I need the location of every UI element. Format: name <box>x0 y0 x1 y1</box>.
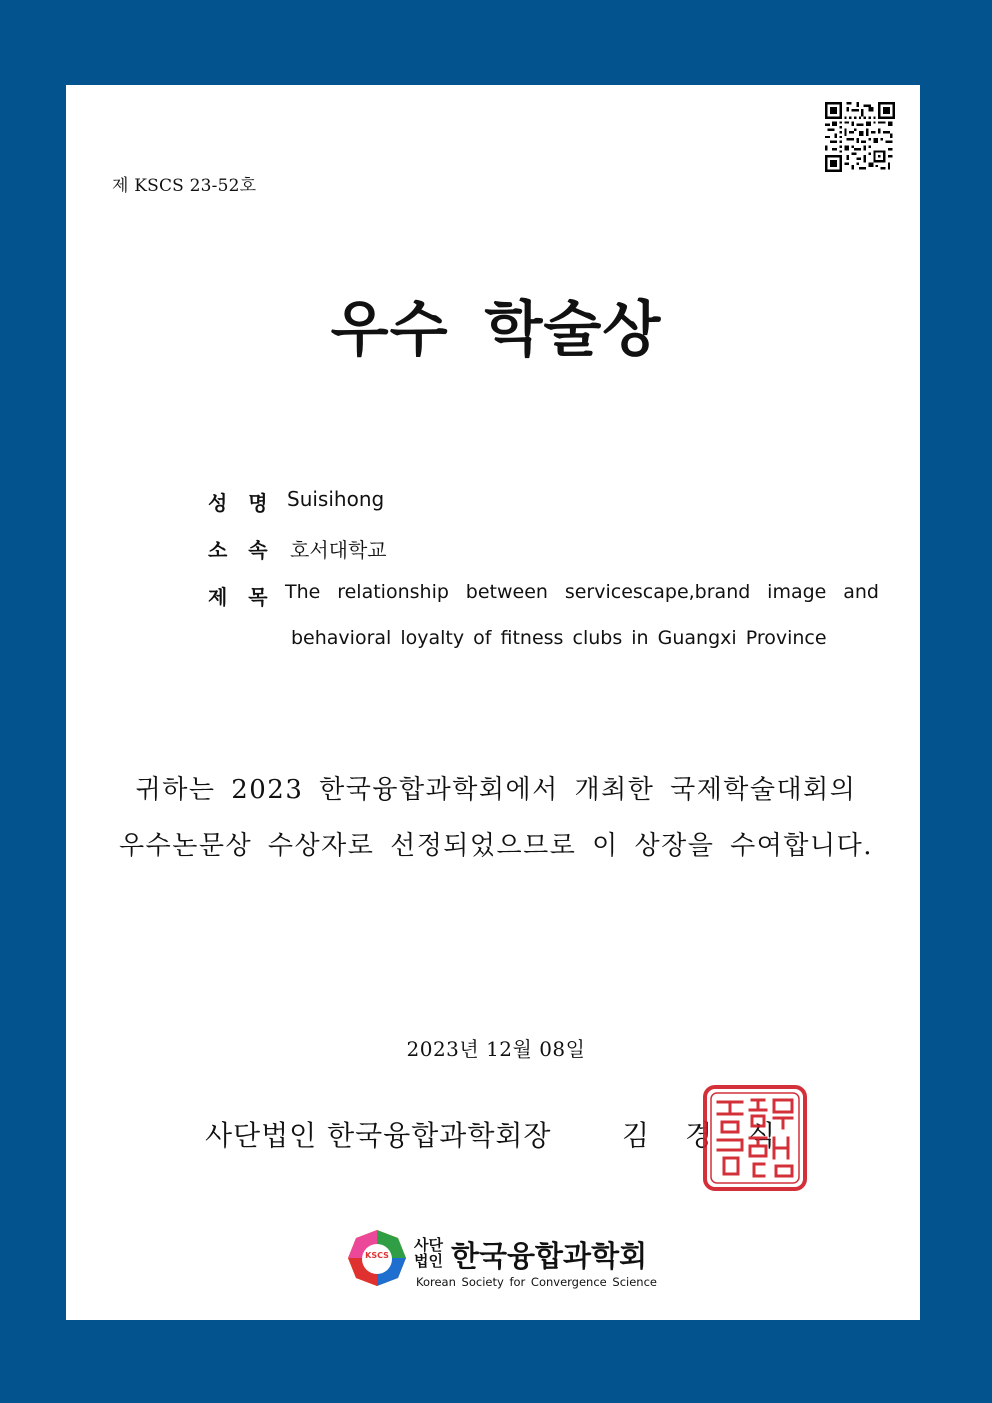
corp-type-line-2: 법인 <box>414 1252 443 1270</box>
paper-title-label: 제 목 <box>208 585 275 609</box>
award-statement-line-2: 우수논문상 수상자로 선정되었으므로 이 상장을 수여합니다. <box>119 831 873 861</box>
society-emblem-icon <box>346 1228 408 1288</box>
paper-title-line-1: The relationship between servicescape,brand image and <box>285 581 879 603</box>
signer-title: 사단법인 한국융합과학회장 <box>205 1119 552 1152</box>
signer-name: 김경식 <box>622 1119 812 1152</box>
corp-type-label <box>414 1237 448 1269</box>
corp-type-line-1: 사단 <box>414 1236 443 1254</box>
certificate-number: 제 KSCS 23-52호 <box>112 176 257 196</box>
name-value: Suisihong <box>287 487 385 511</box>
society-name: 한국융합과학회 <box>451 1239 648 1273</box>
society-english-name: Korean Society for Convergence Science <box>416 1275 657 1289</box>
award-date: 2023년 12월 08일 <box>406 1037 586 1061</box>
paper-title-line-2: behavioral loyalty of fitness clubs in Guangxi Province <box>291 627 827 649</box>
name-label: 성 명 <box>208 491 275 515</box>
official-seal-icon <box>702 1084 808 1192</box>
certificate-title: 우수 학술상 <box>330 295 662 365</box>
affiliation-label: 소 속 <box>208 538 275 562</box>
qr-code-icon <box>825 102 895 172</box>
svg-text:KSCS: KSCS <box>365 1251 389 1260</box>
award-statement-line-1: 귀하는 2023 한국융합과학회에서 개최한 국제학술대회의 <box>135 775 857 805</box>
affiliation-value: 호서대학교 <box>290 538 387 562</box>
